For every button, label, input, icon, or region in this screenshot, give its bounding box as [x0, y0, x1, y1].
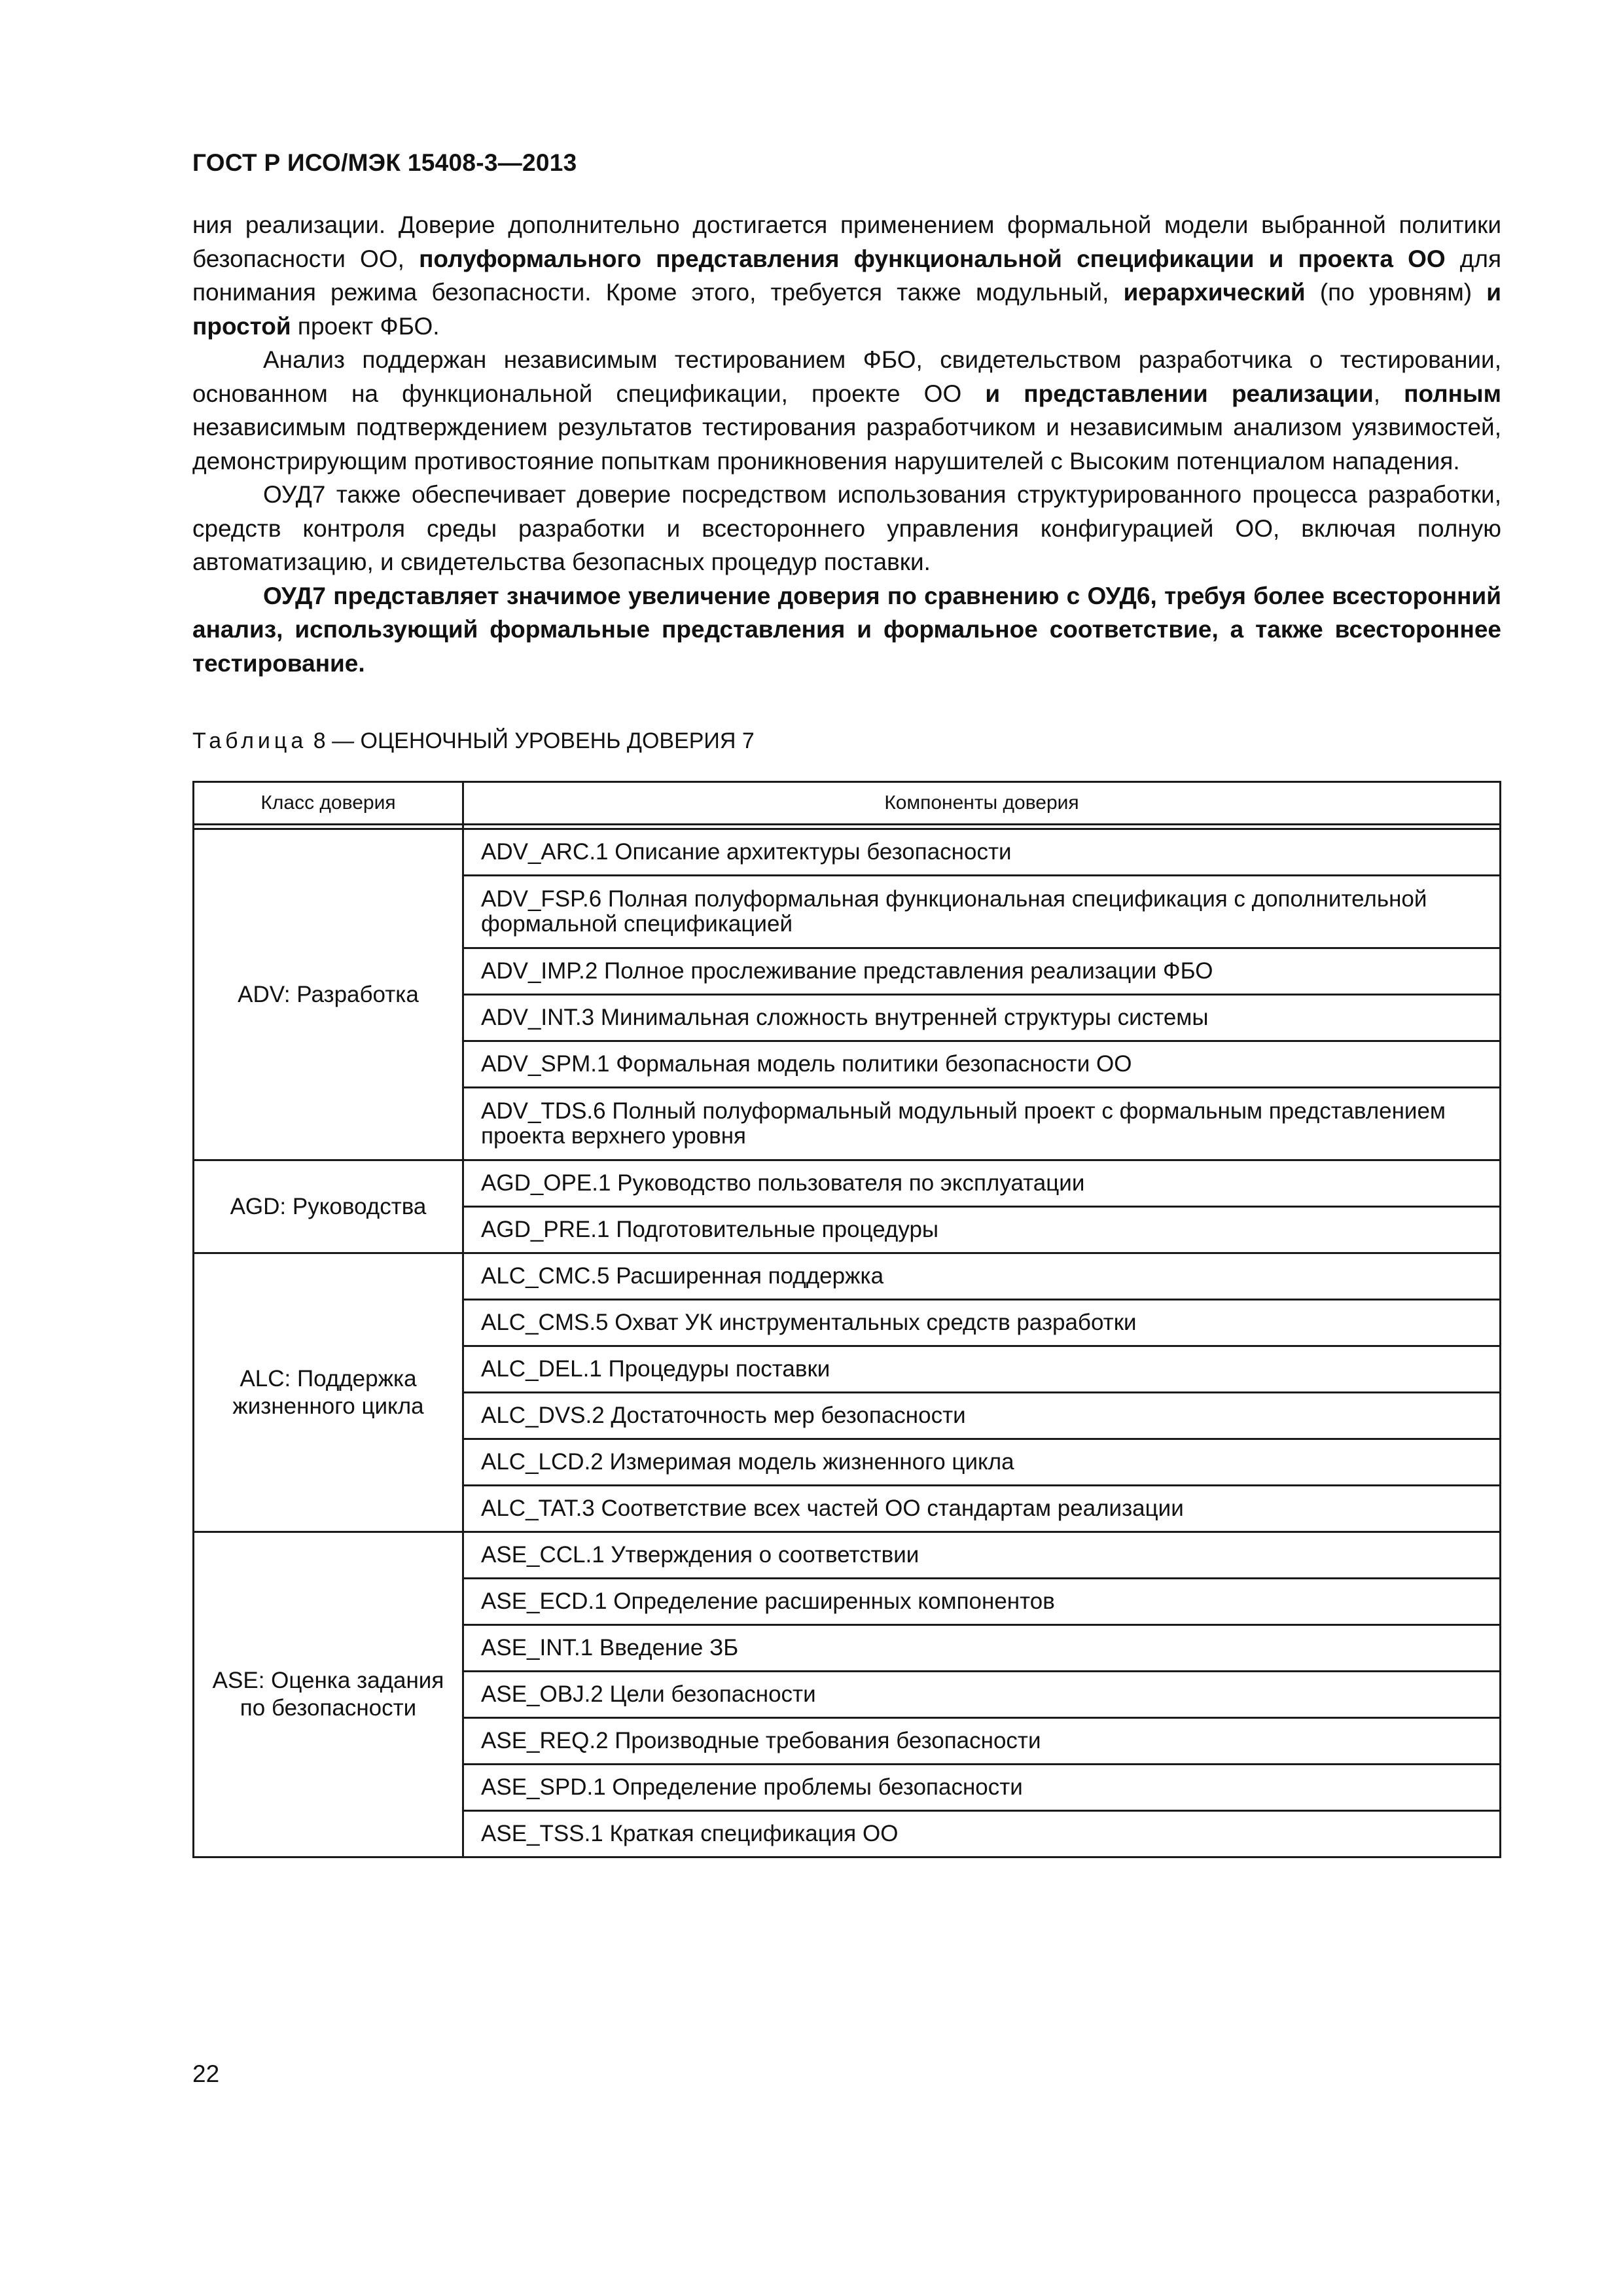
paragraph	[192, 478, 1501, 579]
assurance-component-cell: ADV_INT.3 Минимальная сложность внутренней структуры системы	[463, 995, 1501, 1041]
bold-text: ОУД7 представляет значимое увеличение доверия по сравнению с ОУД6, требуя более всесторонний анализ, использующий формальные представления и формальное соответствие, а также всестороннее тестирование.	[192, 582, 1501, 677]
assurance-component-cell: ADV_TDS.6 Полный полуформальный модульный проект с формальным представлением проекта верхнего уровня	[463, 1088, 1501, 1160]
assurance-class-cell: ASE: Оценка задания по безопасности	[194, 1532, 463, 1857]
assurance-component-cell: ASE_REQ.2 Производные требования безопасности	[463, 1718, 1501, 1765]
bold-text: и простой	[192, 279, 1501, 340]
header-separator	[194, 825, 1501, 829]
assurance-class-cell: AGD: Руководства	[194, 1160, 463, 1253]
body-text	[192, 208, 1501, 680]
column-header-components: Компоненты доверия	[463, 782, 1501, 825]
assurance-component-cell: ALC_LCD.2 Измеримая модель жизненного цикла	[463, 1439, 1501, 1486]
page-number: 22	[192, 2060, 220, 2087]
assurance-component-cell: ASE_CCL.1 Утверждения о соответствии	[463, 1532, 1501, 1579]
table-caption-title: 8 — ОЦЕНОЧНЫЙ УРОВЕНЬ ДОВЕРИЯ 7	[307, 728, 755, 753]
assurance-table	[192, 781, 1501, 1858]
assurance-component-cell: ALC_DEL.1 Процедуры поставки	[463, 1346, 1501, 1393]
bold-text: полуформального представления функциональной спецификации и проекта ОО	[419, 245, 1446, 272]
assurance-component-cell: ASE_ECD.1 Определение расширенных компонентов	[463, 1579, 1501, 1625]
text-run: Анализ поддержан независимым тестированием ФБО, свидетельством разработчика о тестировании, основанном на функциональной спецификации, проекте ОО	[192, 346, 1501, 407]
table-row	[194, 1532, 1501, 1579]
bold-text: и представлении реализации	[985, 380, 1374, 407]
paragraph	[192, 343, 1501, 478]
text-run: независимым подтверждением результатов тестирования разработчиком и независимым анализом уязвимостей, демонстрирующим противостояние попыткам проникновения нарушителей с Высоким потенциалом нападения.	[192, 414, 1501, 475]
assurance-component-cell: ASE_INT.1 Введение ЗБ	[463, 1625, 1501, 1672]
text-run: (по уровням)	[1305, 279, 1487, 306]
text-run: ОУД7 также обеспечивает доверие посредством использования структурированного процесса разработки, средств контроля среды разработки и всестороннего управления конфигурацией ОО, включая полную автоматизацию, и свидетельства безопасных процедур поставки.	[192, 481, 1501, 575]
assurance-component-cell: ADV_ARC.1 Описание архитектуры безопасности	[463, 829, 1501, 876]
text-run: для понимания режима безопасности. Кроме этого, требуется также модульный,	[192, 245, 1502, 306]
assurance-component-cell: ASE_SPD.1 Определение проблемы безопасности	[463, 1765, 1501, 1811]
table-caption-prefix: Таблица	[192, 728, 308, 753]
table-caption	[192, 728, 755, 754]
column-header-class: Класс доверия	[194, 782, 463, 825]
assurance-component-cell: ALC_TAT.3 Соответствие всех частей ОО стандартам реализации	[463, 1486, 1501, 1532]
assurance-component-cell: AGD_OPE.1 Руководство пользователя по эксплуатации	[463, 1160, 1501, 1207]
table-row	[194, 829, 1501, 876]
document-header: ГОСТ Р ИСО/МЭК 15408-3—2013	[192, 149, 577, 176]
table-row	[194, 1253, 1501, 1300]
text-run: проект ФБО.	[291, 312, 440, 340]
assurance-component-cell: ALC_CMC.5 Расширенная поддержка	[463, 1253, 1501, 1300]
assurance-component-cell: ADV_SPM.1 Формальная модель политики безопасности ОО	[463, 1041, 1501, 1088]
assurance-component-cell: ASE_TSS.1 Краткая спецификация ОО	[463, 1811, 1501, 1857]
assurance-component-cell: AGD_PRE.1 Подготовительные процедуры	[463, 1207, 1501, 1253]
table-header-row	[194, 782, 1501, 825]
text-run: ния реализации. Доверие дополнительно достигается применением формальной модели выбранной политики безопасности ОО,	[192, 211, 1501, 272]
assurance-class-cell: ALC: Поддержка жизненного цикла	[194, 1253, 463, 1532]
assurance-component-cell: ADV_IMP.2 Полное прослеживание представления реализации ФБО	[463, 948, 1501, 995]
bold-text: полным	[1404, 380, 1501, 407]
table-row	[194, 1160, 1501, 1207]
assurance-component-cell: ALC_CMS.5 Охват УК инструментальных средств разработки	[463, 1300, 1501, 1346]
assurance-component-cell: ASE_OBJ.2 Цели безопасности	[463, 1672, 1501, 1718]
bold-text: иерархический	[1123, 279, 1306, 306]
text-run: ,	[1373, 380, 1404, 407]
table-body	[194, 829, 1501, 1857]
paragraph	[192, 579, 1501, 681]
assurance-class-cell: ADV: Разработка	[194, 829, 463, 1160]
assurance-component-cell: ALC_DVS.2 Достаточность мер безопасности	[463, 1393, 1501, 1439]
assurance-component-cell: ADV_FSP.6 Полная полуформальная функциональная спецификация с дополнительной формальной спецификацией	[463, 876, 1501, 948]
paragraph	[192, 208, 1501, 343]
